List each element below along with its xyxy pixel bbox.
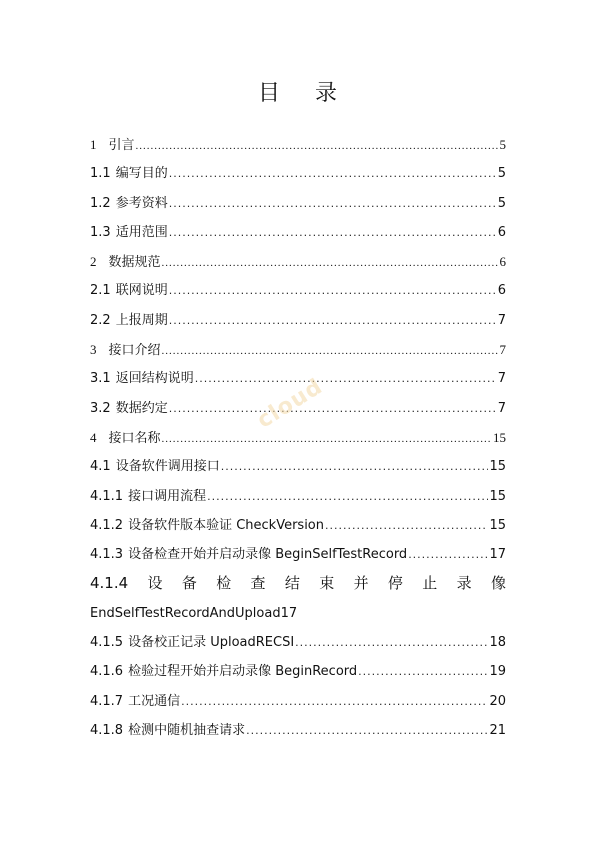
toc-entry-number: 4 (90, 429, 97, 445)
toc-entry-title-char: 录 (456, 574, 472, 593)
toc-dot-leader (221, 452, 489, 481)
toc-dot-leader (162, 425, 492, 454)
toc-entry-title-char: 止 (422, 574, 438, 593)
toc-dot-leader (136, 132, 499, 161)
toc-entry-page-number: 15 (489, 459, 506, 475)
toc-dot-leader (207, 482, 488, 511)
toc-entry[interactable] (90, 189, 506, 218)
toc-entry[interactable] (90, 159, 506, 188)
toc-dot-leader (169, 189, 497, 218)
toc-entry-title-char: 像 (490, 574, 506, 593)
toc-entry-title: 接口调用流程 (128, 488, 207, 504)
toc-entry-title-char: 停 (387, 574, 403, 593)
toc-entry-number: 2.1 (90, 283, 111, 299)
toc-entry-number: 4.1.8 (90, 722, 124, 738)
toc-entry-page-number: 15 (493, 429, 506, 445)
toc-dot-leader (325, 511, 488, 540)
toc-entry-page-number: 6 (499, 254, 506, 270)
toc-entry-title: 设备软件版本验证 CheckVersion (128, 517, 325, 533)
toc-dot-leader (169, 218, 497, 247)
toc-entry[interactable] (90, 130, 506, 159)
toc-entry-number: 1.1 (90, 166, 111, 182)
toc-entry-title: 上报周期 (115, 312, 168, 328)
toc-entry-title-char: 查 (250, 574, 266, 593)
toc-entry[interactable] (90, 335, 506, 364)
toc-entry-title-char: 结 (284, 574, 300, 593)
toc-entry-page-number: 5 (497, 195, 506, 211)
toc-entry[interactable] (90, 628, 506, 657)
toc-entry-number: 4.1.3 (90, 547, 124, 563)
toc-entry-page-number: 7 (497, 400, 506, 416)
toc-entry-title: 适用范围 (115, 224, 168, 240)
toc-entry-title-char: 束 (319, 574, 335, 593)
toc-entry[interactable] (90, 482, 506, 511)
toc-entry-number: 2 (90, 254, 97, 270)
toc-entry-page-number: 7 (497, 312, 506, 328)
toc-entry-title: 返回结构说明 (115, 371, 194, 387)
toc-entry-title: 接口名称 (108, 430, 161, 446)
toc-dot-leader (408, 540, 488, 569)
toc-entry-title: 引言 (108, 138, 135, 153)
toc-entry-number: 3.1 (90, 371, 111, 387)
toc-entry-page-number: 18 (489, 635, 506, 651)
toc-entry-number: 3 (90, 342, 97, 358)
toc-entry-title: 数据规范 (108, 255, 161, 271)
toc-entry-title: 检验过程开始并启动录像 BeginRecord (128, 664, 358, 680)
toc-entry-title: 编写目的 (115, 166, 168, 182)
toc-dot-leader (181, 687, 488, 716)
toc-entry-page-number: 5 (497, 166, 506, 182)
toc-entry-title-char: 设 (147, 574, 163, 593)
toc-entry-number: 4.1 (90, 459, 111, 475)
toc-dot-leader (169, 159, 497, 188)
toc-entry-number: 4.1.6 (90, 664, 124, 680)
toc-entry[interactable] (90, 657, 506, 686)
toc-entry-number: 4.1.1 (90, 488, 124, 504)
toc-entry-title: 工况通信 (128, 693, 181, 709)
toc-entry-page-number: 15 (489, 488, 506, 504)
toc-entry[interactable] (90, 716, 506, 745)
toc-entry-page-number: 7 (497, 371, 506, 387)
toc-entry-number: 4.1.2 (90, 517, 124, 533)
toc-entry[interactable] (90, 247, 506, 276)
toc-entry-page-number: 15 (489, 517, 506, 533)
toc-entry-page-number: 19 (489, 664, 506, 680)
toc-dot-leader (358, 657, 488, 686)
watermark-text: cloud (252, 374, 328, 434)
toc-entry-title-char: 检 (216, 574, 232, 593)
toc-entry-number: 4.1.7 (90, 693, 124, 709)
toc-entry[interactable] (90, 452, 506, 481)
toc-entry-number: 1 (90, 137, 97, 152)
toc-entry-page-number: 5 (499, 137, 506, 152)
toc-entry-continuation: EndSelfTestRecordAndUpload17 (90, 605, 298, 621)
toc-dot-leader (295, 628, 488, 657)
toc-entry-page-number: 6 (497, 283, 506, 299)
toc-dot-leader (169, 394, 497, 423)
toc-dot-leader (246, 716, 488, 745)
toc-entry-number: 3.2 (90, 400, 111, 416)
toc-entry[interactable] (90, 364, 506, 393)
toc-entry-justified[interactable] (90, 569, 506, 598)
toc-entry-number: 1.2 (90, 195, 111, 211)
toc-entry-title: 设备软件调用接口 (115, 459, 220, 475)
toc-entry[interactable] (90, 511, 506, 540)
table-of-contents (90, 130, 506, 745)
toc-entry-title: 数据约定 (115, 400, 168, 416)
toc-entry-page-number: 21 (489, 722, 506, 738)
toc-entry-number: 1.3 (90, 224, 111, 240)
toc-entry[interactable] (90, 540, 506, 569)
toc-dot-leader (162, 249, 499, 278)
toc-dot-leader (195, 364, 497, 393)
toc-entry-number: 4.1.5 (90, 635, 124, 651)
toc-entry-page-number: 17 (489, 547, 506, 563)
toc-entry-number: 4.1.4 (90, 574, 129, 593)
toc-dot-leader (169, 276, 497, 305)
toc-entry-title-char: 备 (181, 574, 197, 593)
toc-dot-leader (162, 337, 499, 366)
toc-entry-title-char: 并 (353, 574, 369, 593)
toc-entry[interactable] (90, 218, 506, 247)
toc-entry-title: 参考资料 (115, 195, 168, 211)
toc-entry-page-number: 20 (489, 693, 506, 709)
toc-entry-title: 设备校正记录 UploadRECSI (128, 635, 295, 651)
toc-entry[interactable] (90, 276, 506, 305)
toc-entry[interactable] (90, 306, 506, 335)
toc-dot-leader (169, 306, 497, 335)
toc-entry-page-number: 6 (497, 224, 506, 240)
page-title: 目 录 (258, 81, 351, 106)
toc-entry-page-number: 7 (499, 342, 506, 358)
toc-entry[interactable] (90, 687, 506, 716)
toc-entry[interactable] (90, 394, 506, 423)
toc-entry[interactable] (90, 423, 506, 452)
toc-entry-number: 2.2 (90, 312, 111, 328)
toc-entry-title: 接口介绍 (108, 343, 161, 359)
toc-entry-title: 检测中随机抽查请求 (128, 722, 246, 738)
toc-entry-title: 设备检查开始并启动录像 BeginSelfTestRecord (128, 547, 408, 563)
toc-entry-title: 联网说明 (115, 283, 168, 299)
